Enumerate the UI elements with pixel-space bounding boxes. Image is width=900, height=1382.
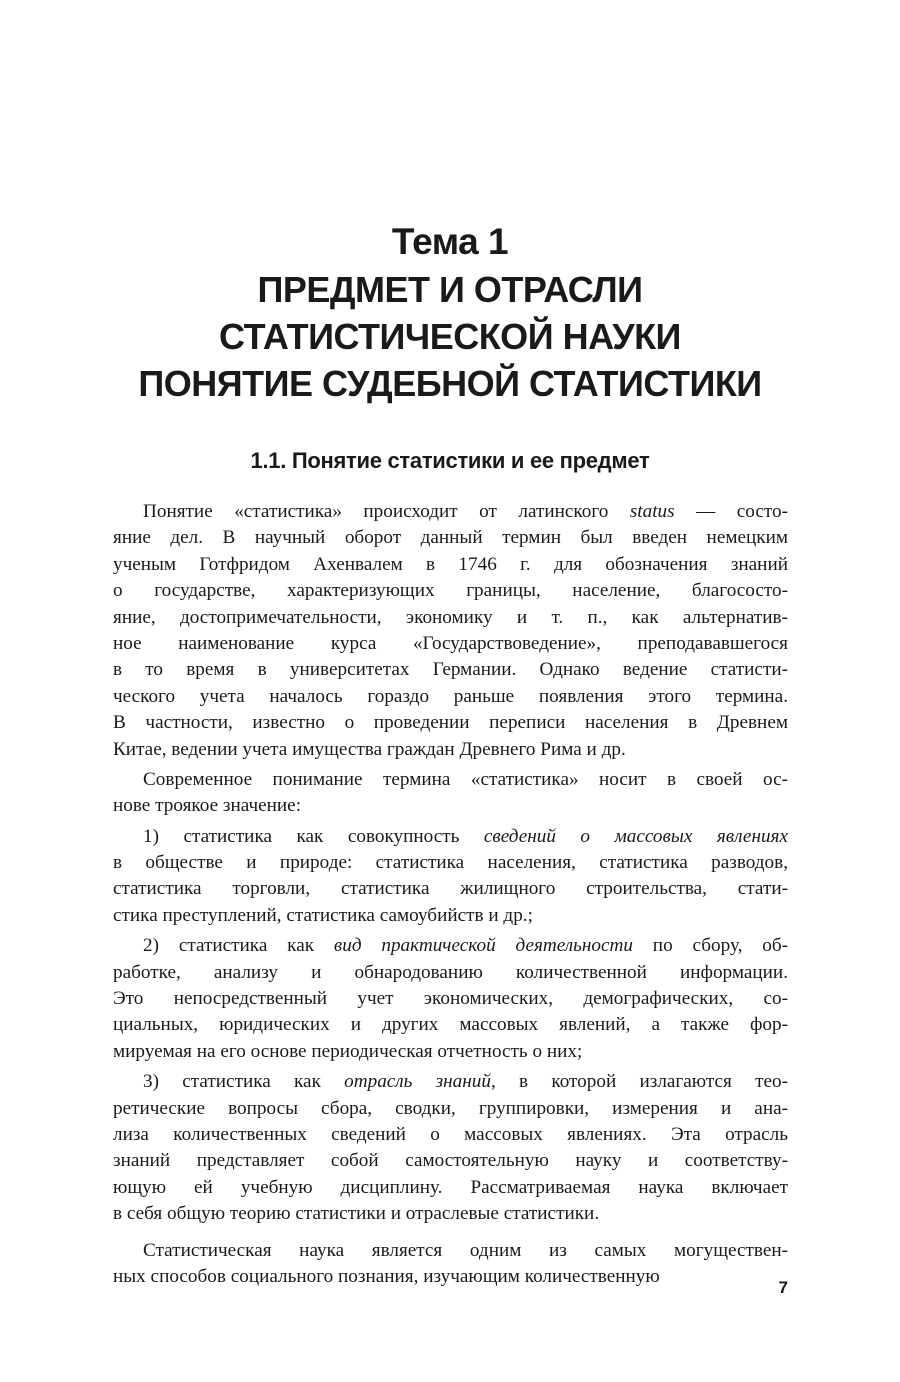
text-line <box>113 1175 788 1201</box>
text-line <box>113 1238 788 1264</box>
text-line <box>113 1201 788 1227</box>
paragraph <box>113 499 788 763</box>
text-run: циальных, юридических и других массовых явлений, а также фор- <box>113 1014 788 1036</box>
text-run: Понятие «статистика» происходит от латинского <box>143 501 630 522</box>
text-run: яние дел. В научный оборот данный термин был введен немецким <box>113 527 788 549</box>
text-run: Современное понимание термина «статистика» носит в своей ос- <box>143 768 788 790</box>
emphasis-run: вид практической деятельности <box>333 935 633 957</box>
text-line <box>113 1069 788 1095</box>
text-line <box>113 525 788 551</box>
emphasis-run: отрасль знаний <box>344 1071 491 1093</box>
text-line <box>113 605 788 631</box>
text-line <box>113 824 788 850</box>
text-run: ных способов социального познания, изучающим количественную <box>113 1265 660 1287</box>
chapter-title-line: СТАТИСТИЧЕСКОЙ НАУКИ <box>219 316 681 357</box>
text-line <box>113 793 788 819</box>
page-number: 7 <box>778 1278 788 1297</box>
text-run: ретические вопросы сбора, сводки, группировки, измерения и ана- <box>113 1097 788 1119</box>
text-run: по сбору, об- <box>632 935 788 957</box>
paragraph <box>113 824 788 930</box>
text-run: ученым Готфридом Ахенвалем в 1746 г. для обозначения знаний <box>113 553 788 575</box>
text-run: Статистическая наука является одним из самых могуществен- <box>143 1239 788 1261</box>
text-line <box>113 1148 788 1174</box>
text-line <box>113 1012 788 1038</box>
text-line <box>113 1264 788 1290</box>
text-line <box>113 903 788 929</box>
chapter-title-line: ПРЕДМЕТ И ОТРАСЛИ <box>257 269 643 310</box>
body-text <box>113 499 788 1290</box>
text-run: мируемая на его основе периодическая отчетность о них; <box>113 1040 583 1062</box>
text-run: Китае, ведении учета имущества граждан Древнего Рима и др. <box>113 738 626 760</box>
text-run: 3) статистика как <box>143 1071 345 1093</box>
text-run: , в которой излагаются тео- <box>490 1071 788 1093</box>
text-run: Это непосредственный учет экономических, демографических, со- <box>113 988 788 1010</box>
text-run: ное наименование курса «Государствоведение», преподававшегося <box>113 632 788 654</box>
text-run: работке, анализу и обнародованию количественной информации. <box>113 961 788 983</box>
chapter-label: Тема 1 <box>391 221 509 262</box>
text-run: 1) статистика как совокупность <box>143 825 484 847</box>
text-run: в себя общую теорию статистики и отраслевые статистики. <box>113 1203 600 1225</box>
chapter-title <box>0 266 900 407</box>
paragraph <box>113 1069 788 1227</box>
chapter-title-line: ПОНЯТИЕ СУДЕБНОЙ СТАТИСТИКИ <box>138 363 762 404</box>
text-line <box>113 986 788 1012</box>
emphasis-run: status <box>629 501 675 522</box>
text-line <box>113 552 788 578</box>
section-title: 1.1. Понятие статистики и ее предмет <box>250 448 650 473</box>
text-line <box>113 499 788 525</box>
text-line <box>113 657 788 683</box>
text-run: о государстве, характеризующих границы, население, благососто- <box>113 580 788 602</box>
paragraph <box>113 1238 788 1291</box>
text-line <box>113 684 788 710</box>
emphasis-run: сведений о массовых явлениях <box>483 825 788 847</box>
text-run: стика преступлений, статистика самоубийств и др.; <box>113 904 533 926</box>
text-line <box>113 960 788 986</box>
text-run: знаний представляет собой самостоятельную науку и соответству- <box>113 1150 788 1172</box>
text-run: нове троякое значение: <box>113 795 302 817</box>
text-run: 2) статистика как <box>143 935 334 957</box>
text-line <box>113 933 788 959</box>
text-run: — состо- <box>674 501 788 522</box>
paragraph <box>113 933 788 1065</box>
text-line <box>113 578 788 604</box>
text-line <box>113 767 788 793</box>
text-line <box>113 850 788 876</box>
text-line <box>113 1039 788 1065</box>
text-run: яние, достопримечательности, экономику и т. п., как альтернатив- <box>113 606 788 628</box>
text-run: в обществе и природе: статистика населения, статистика разводов, <box>113 852 788 874</box>
text-run: лиза количественных сведений о массовых явлениях. Эта отрасль <box>113 1123 788 1145</box>
text-line <box>113 631 788 657</box>
paragraph <box>113 767 788 820</box>
text-line <box>113 876 788 902</box>
text-run: статистика торговли, статистика жилищного строительства, стати- <box>113 878 788 900</box>
text-run: В частности, известно о проведении переписи населения в Древнем <box>113 712 788 734</box>
text-line <box>113 1122 788 1148</box>
text-run: ющую ей учебную дисциплину. Рассматриваемая наука включает <box>113 1176 788 1198</box>
text-run: в то время в университетах Германии. Однако ведение статисти- <box>113 659 788 681</box>
text-line <box>113 1096 788 1122</box>
text-run: ческого учета началось гораздо раньше появления этого термина. <box>113 685 788 707</box>
text-line <box>113 737 788 763</box>
text-line <box>113 710 788 736</box>
